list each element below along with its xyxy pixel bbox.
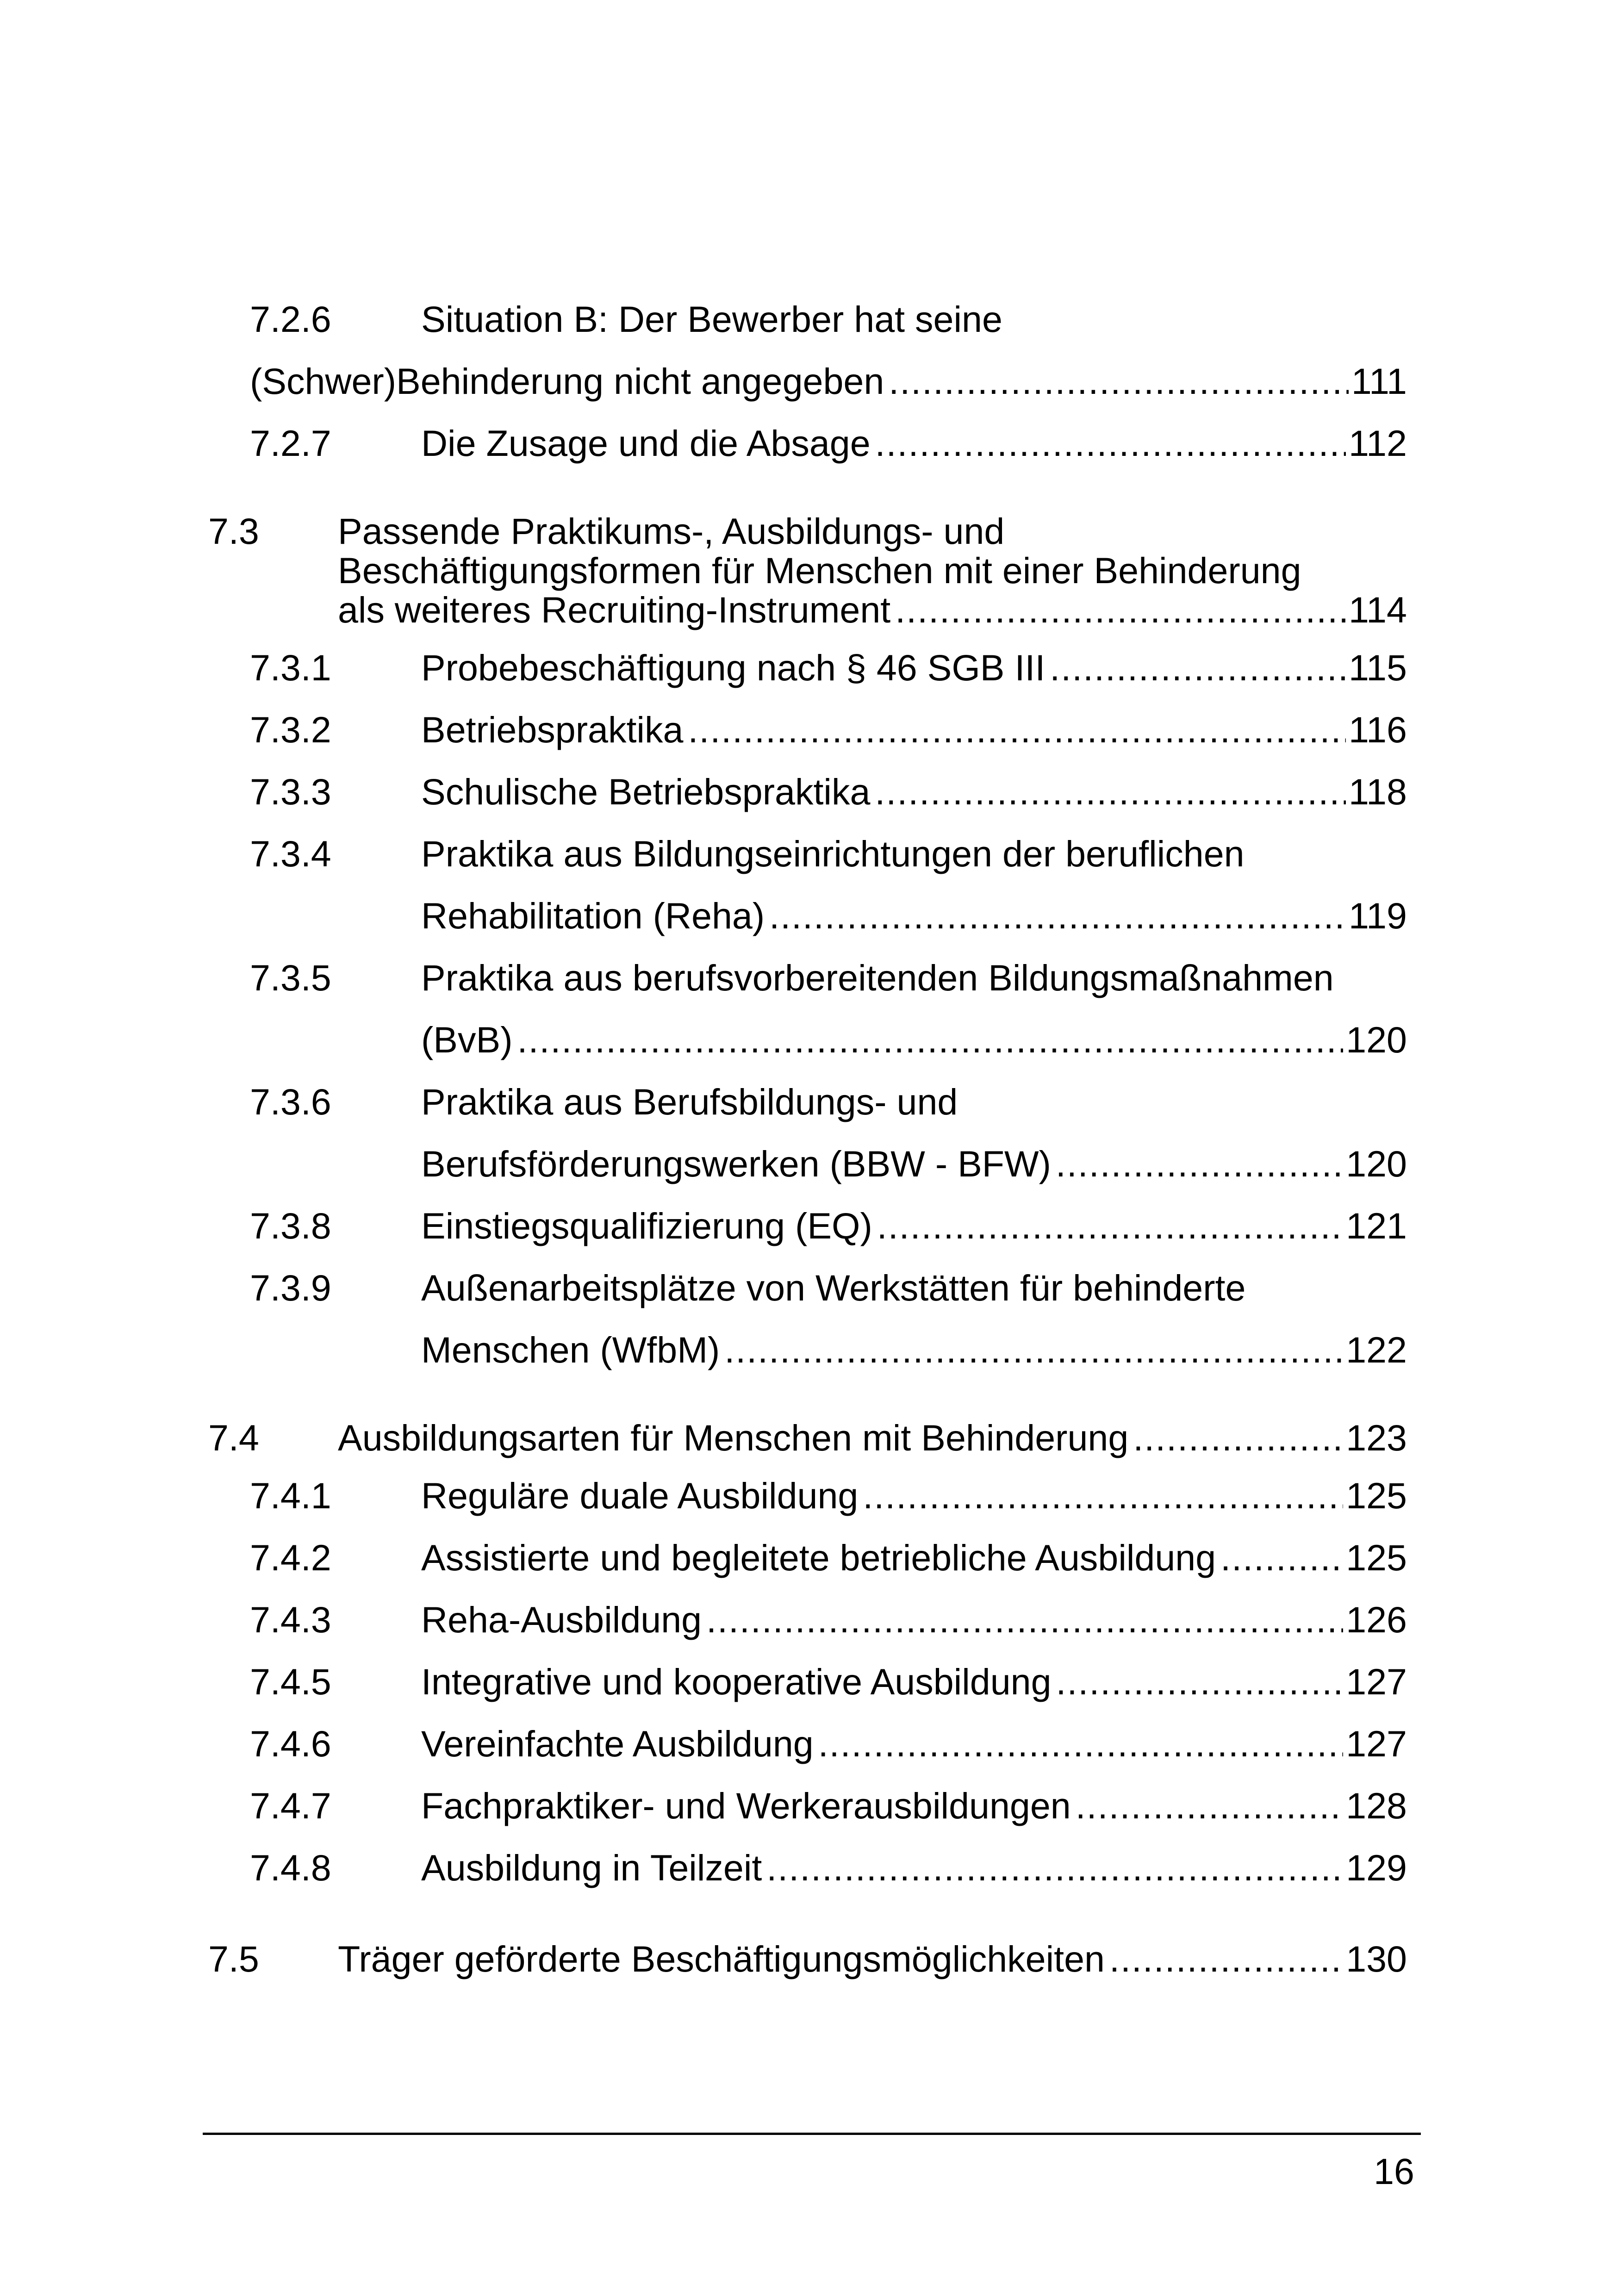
- toc-entry-7-3[interactable]: [208, 510, 1407, 552]
- entry-page: 111: [1351, 361, 1407, 402]
- toc-entry-7-3-2[interactable]: [250, 711, 1407, 748]
- leader-dots: [1220, 1539, 1343, 1576]
- leader-dots: [1109, 1941, 1343, 1977]
- toc-entry-7-4[interactable]: [208, 1419, 1407, 1456]
- toc-entry-7-5[interactable]: [208, 1938, 1407, 1979]
- entry-title-line: (BvB): [421, 1019, 513, 1060]
- entry-page: 126: [1346, 1599, 1407, 1640]
- entry-number: 7.3: [208, 510, 259, 552]
- leader-dots: [863, 1477, 1343, 1514]
- toc-entry-7-3-cont2[interactable]: [338, 591, 1407, 628]
- entry-title: Reha-Ausbildung: [421, 1599, 702, 1640]
- entry-page: 121: [1346, 1205, 1407, 1246]
- entry-page: 127: [1346, 1723, 1407, 1764]
- entry-number: 7.3.2: [250, 709, 331, 750]
- entry-title: Träger geförderte Beschäftigungsmöglichkeiten: [338, 1938, 1105, 1979]
- toc-entry-7-4-6[interactable]: [250, 1725, 1407, 1762]
- leader-dots: [1056, 1145, 1343, 1182]
- entry-title: Assistierte und begleitete betriebliche Ausbildung: [421, 1537, 1216, 1578]
- entry-number: 7.2.6: [250, 299, 331, 340]
- entry-title-line: Beschäftigungsformen für Menschen mit einer Behinderung: [338, 550, 1301, 591]
- entry-page: 119: [1349, 895, 1407, 936]
- entry-number: 7.4.5: [250, 1661, 331, 1702]
- entry-page: 116: [1349, 709, 1407, 750]
- toc-entry-7-4-7[interactable]: [250, 1787, 1407, 1824]
- toc-entry-7-3-5-cont[interactable]: [421, 1021, 1407, 1058]
- entry-title: Ausbildungsarten für Menschen mit Behinderung: [338, 1417, 1129, 1458]
- entry-title-line: (Schwer)Behinderung nicht angegeben: [250, 361, 884, 402]
- toc-entry-7-3-9-cont[interactable]: [421, 1329, 1407, 1370]
- leader-dots: [1133, 1419, 1343, 1456]
- entry-number: 7.4.6: [250, 1723, 331, 1764]
- leader-dots: [706, 1601, 1343, 1638]
- toc-entry-7-3-9[interactable]: [250, 1269, 1407, 1306]
- entry-number: 7.3.3: [250, 771, 331, 812]
- toc-entry-7-3-6-cont[interactable]: [421, 1145, 1407, 1182]
- entry-number: 7.3.4: [250, 833, 331, 874]
- toc-entry-7-3-4-cont[interactable]: [421, 897, 1407, 934]
- entry-number: 7.3.5: [250, 957, 331, 998]
- toc-entry-7-3-4[interactable]: [250, 835, 1407, 872]
- entry-title-line: Passende Praktikums-, Ausbildungs- und: [338, 510, 1005, 552]
- entry-number: 7.3.6: [250, 1081, 331, 1122]
- toc-entry-7-3-5[interactable]: [250, 959, 1407, 996]
- entry-title: Integrative und kooperative Ausbildung: [421, 1661, 1052, 1702]
- entry-number: 7.2.7: [250, 423, 331, 464]
- entry-title: Einstiegsqualifizierung (EQ): [421, 1205, 872, 1246]
- entry-title-line: Praktika aus Berufsbildungs- und: [421, 1081, 958, 1122]
- entry-title: Die Zusage und die Absage: [421, 423, 871, 464]
- entry-number: 7.4.2: [250, 1537, 331, 1578]
- entry-page: 114: [1349, 589, 1407, 630]
- leader-dots: [766, 1849, 1343, 1886]
- entry-title-line: Berufsförderungswerken (BBW - BFW): [421, 1143, 1051, 1184]
- entry-page: 130: [1346, 1938, 1407, 1979]
- entry-page: 127: [1346, 1661, 1407, 1702]
- toc-entry-7-3-cont1[interactable]: [338, 552, 1407, 589]
- entry-number: 7.3.1: [250, 647, 331, 688]
- entry-page: 129: [1346, 1847, 1407, 1888]
- entry-page: 115: [1349, 647, 1407, 688]
- toc-entry-7-2-6[interactable]: [250, 299, 1407, 340]
- entry-page: 122: [1346, 1329, 1407, 1370]
- leader-dots: [889, 363, 1349, 399]
- leader-dots: [875, 425, 1346, 461]
- entry-title-line: Praktika aus berufsvorbereitenden Bildungsmaßnahmen: [421, 957, 1334, 998]
- leader-dots: [1056, 1663, 1344, 1700]
- entry-number: 7.4.8: [250, 1847, 331, 1888]
- entry-page: 120: [1346, 1019, 1407, 1060]
- entry-page: 125: [1346, 1475, 1407, 1516]
- leader-dots: [517, 1021, 1344, 1058]
- entry-number: 7.4.3: [250, 1599, 331, 1640]
- entry-number: 7.4: [208, 1417, 259, 1458]
- leader-dots: [769, 897, 1346, 934]
- entry-number: 7.3.8: [250, 1205, 331, 1246]
- toc-entry-7-4-3[interactable]: [250, 1601, 1407, 1638]
- entry-title: Ausbildung in Teilzeit: [421, 1847, 762, 1888]
- entry-title: Vereinfachte Ausbildung: [421, 1723, 814, 1764]
- entry-title-line: Außenarbeitsplätze von Werkstätten für behinderte: [421, 1267, 1246, 1308]
- entry-title: Probebeschäftigung nach § 46 SGB III: [421, 647, 1045, 688]
- entry-page: 123: [1346, 1417, 1407, 1458]
- entry-page: 128: [1346, 1785, 1407, 1826]
- toc-entry-7-4-1[interactable]: [250, 1477, 1407, 1514]
- toc-entry-7-3-3[interactable]: [250, 773, 1407, 810]
- entry-number: 7.3.9: [250, 1267, 331, 1308]
- toc-entry-7-3-6[interactable]: [250, 1083, 1407, 1120]
- leader-dots: [1050, 649, 1346, 686]
- leader-dots: [875, 773, 1346, 810]
- toc-entry-7-2-6-cont[interactable]: [250, 361, 1407, 402]
- entry-title-line: Situation B: Der Bewerber hat seine: [421, 299, 1002, 340]
- leader-dots: [877, 1207, 1343, 1244]
- toc-entry-7-4-5[interactable]: [250, 1663, 1407, 1700]
- entry-title: Reguläre duale Ausbildung: [421, 1475, 859, 1516]
- toc-entry-7-4-2[interactable]: [250, 1539, 1407, 1576]
- toc-entry-7-3-1[interactable]: [250, 649, 1407, 686]
- entry-number: 7.4.1: [250, 1475, 331, 1516]
- leader-dots: [818, 1725, 1343, 1762]
- page-number: 16: [1374, 2151, 1414, 2192]
- entry-title-line: Praktika aus Bildungseinrichtungen der beruflichen: [421, 833, 1245, 874]
- entry-title: Fachpraktiker- und Werkerausbildungen: [421, 1785, 1071, 1826]
- leader-dots: [1076, 1787, 1343, 1824]
- entry-title-line: Menschen (WfbM): [421, 1329, 720, 1370]
- entry-number: 7.4.7: [250, 1785, 331, 1826]
- entry-title: Betriebspraktika: [421, 709, 684, 750]
- entry-title-line: Rehabilitation (Reha): [421, 895, 765, 936]
- leader-dots: [895, 591, 1346, 628]
- entry-title: Schulische Betriebspraktika: [421, 771, 871, 812]
- footer-divider: [203, 2133, 1421, 2135]
- entry-page: 125: [1346, 1537, 1407, 1578]
- entry-page: 120: [1346, 1143, 1407, 1184]
- entry-page: 118: [1349, 771, 1407, 812]
- toc-entry-7-4-8[interactable]: [250, 1849, 1407, 1886]
- toc-entry-7-2-7[interactable]: [250, 423, 1407, 464]
- toc-entry-7-3-8[interactable]: [250, 1207, 1407, 1244]
- entry-title-line: als weiteres Recruiting-Instrument: [338, 589, 891, 630]
- entry-number: 7.5: [208, 1938, 259, 1979]
- leader-dots: [724, 1332, 1343, 1368]
- leader-dots: [688, 711, 1346, 748]
- entry-page: 112: [1349, 423, 1407, 464]
